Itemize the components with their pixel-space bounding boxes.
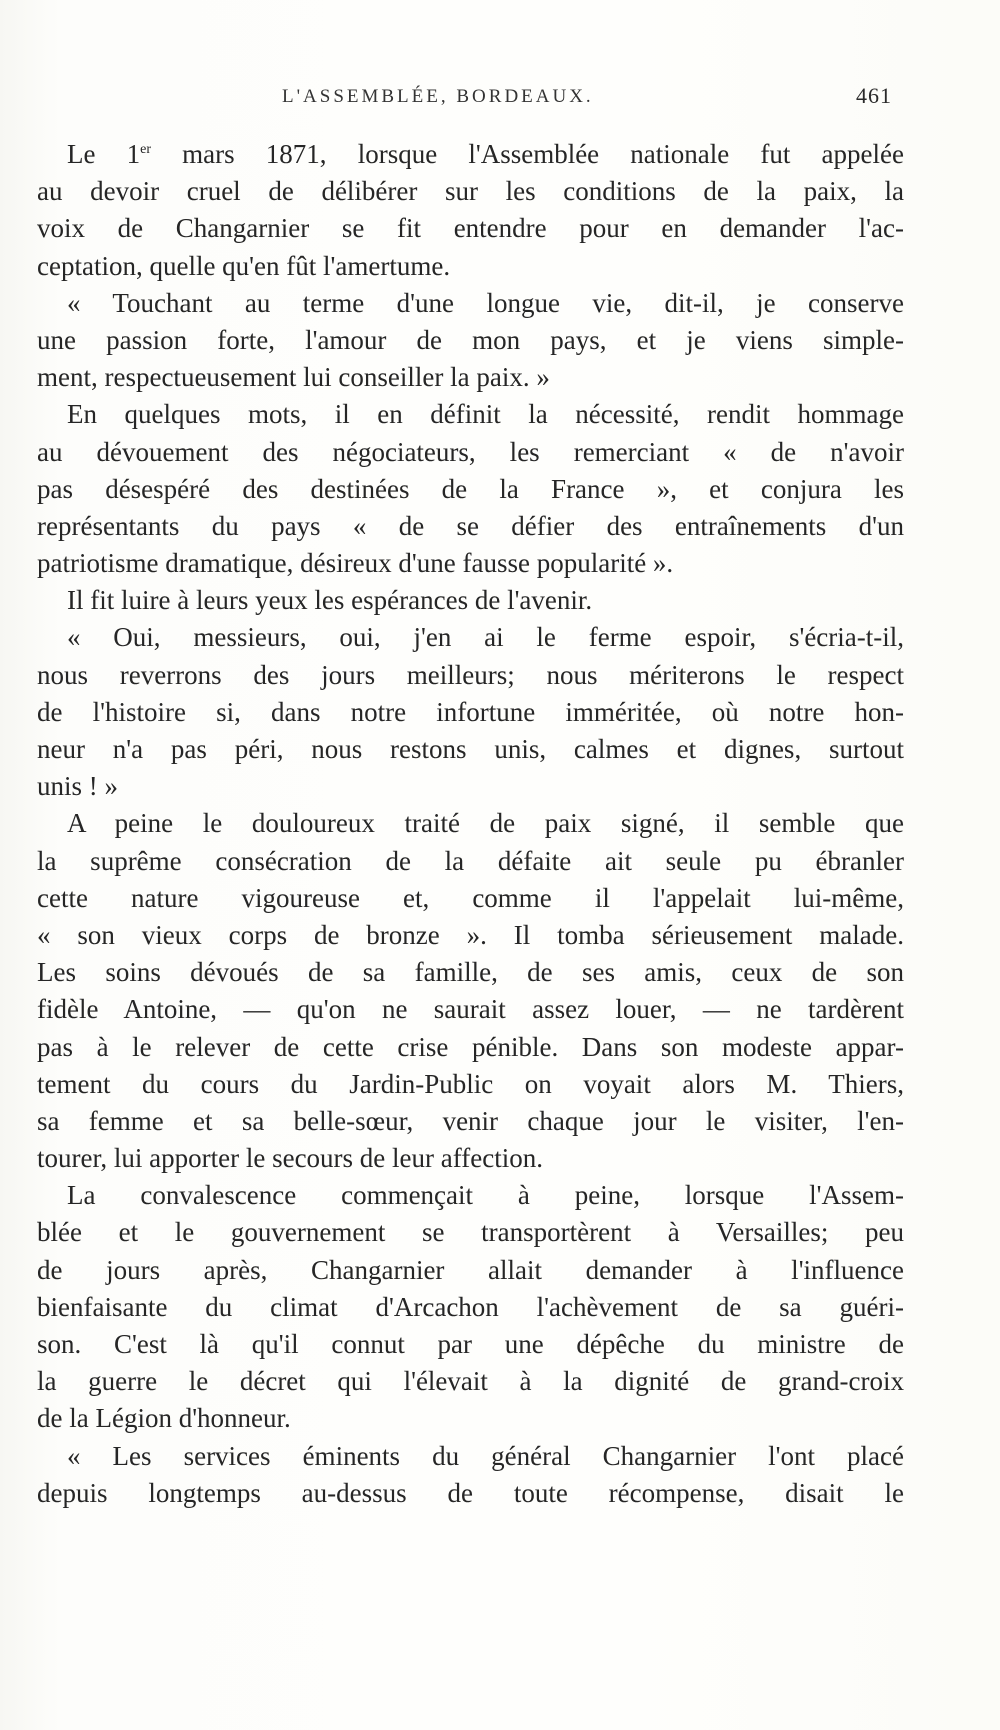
text-line: blée et le gouvernement se transportèrent à Versailles; peu [37, 1217, 904, 1248]
text-line: sa femme et sa belle-sœur, venir chaque jour le visiter, l'en- [37, 1105, 904, 1136]
text-line: fidèle Antoine, — qu'on ne saurait assez louer, — ne tardèrent [37, 994, 904, 1025]
text-line: Il fit luire à leurs yeux les espérances de l'avenir. [67, 585, 593, 616]
text-line: « son vieux corps de bronze ». Il tomba sérieusement malade. [37, 919, 904, 950]
text-line: La convalescence commençait à peine, lorsque l'Assem- [67, 1180, 904, 1211]
text-line: A peine le douloureux traité de paix signé, il semble que [67, 808, 904, 839]
text-line: « Touchant au terme d'une longue vie, dit-il, je conserve [67, 287, 904, 318]
text-line: pas à le relever de cette crise pénible. Dans son modeste appar- [37, 1031, 904, 1062]
text-line: nous reverrons des jours meilleurs; nous mériterons le respect [37, 659, 904, 690]
text-line: au devoir cruel de délibérer sur les conditions de la paix, la [37, 176, 904, 207]
body-text [37, 136, 904, 1512]
text-line: représentants du pays « de se défier des entraînements d'un [37, 510, 904, 541]
text-line: au dévouement des négociateurs, les remerciant « de n'avoir [37, 436, 904, 467]
ordinal-superscript: er [140, 142, 152, 157]
text-line: Les soins dévoués de sa famille, de ses amis, ceux de son [37, 957, 904, 988]
running-head-title: L'ASSEMBLÉE, BORDEAUX. [282, 86, 594, 107]
text-line: voix de Changarnier se fit entendre pour en demander l'ac- [37, 213, 904, 244]
text-line: neur n'a pas péri, nous restons unis, calmes et dignes, surtout [37, 734, 904, 764]
text-line: ment, respectueusement lui conseiller la paix. » [37, 362, 550, 393]
text-line: cette nature vigoureuse et, comme il l'appelait lui-même, [37, 882, 904, 913]
text-line: une passion forte, l'amour de mon pays, et je viens simple- [37, 324, 904, 355]
text-line: « Les services éminents du général Changarnier l'ont placé [67, 1440, 904, 1471]
text-line: de l'histoire si, dans notre infortune imméritée, où notre hon- [37, 696, 904, 727]
text-line: unis ! » [37, 771, 118, 802]
text-line: patriotisme dramatique, désireux d'une fausse popularité ». [37, 548, 674, 579]
text-line: pas désespéré des destinées de la France », et conjura les [37, 473, 904, 504]
text-line: tement du cours du Jardin-Public on voyait alors M. Thiers, [37, 1068, 904, 1099]
text-line: tourer, lui apporter le secours de leur affection. [37, 1143, 543, 1174]
text-line: En quelques mots, il en définit la nécessité, rendit hommage [67, 399, 904, 430]
text-line: la guerre le décret qui l'élevait à la dignité de grand-croix [37, 1366, 904, 1397]
text-line: depuis longtemps au-dessus de toute récompense, disait le [37, 1477, 904, 1508]
text-line: de la Légion d'honneur. [37, 1403, 291, 1434]
text-line: Le 1er mars 1871, lorsque l'Assemblée nationale fut appelée [67, 139, 904, 169]
text-line: son. C'est là qu'il connut par une dépêche du ministre de [37, 1329, 904, 1359]
text-line: la suprême consécration de la défaite ait seule pu ébranler [37, 845, 904, 876]
text-line: « Oui, messieurs, oui, j'en ai le ferme espoir, s'écria-t-il, [67, 622, 904, 653]
page-number: 461 [856, 83, 892, 108]
date-prefix: Le 1 [67, 139, 141, 169]
text-line: bienfaisante du climat d'Arcachon l'achèvement de sa guéri- [37, 1291, 904, 1322]
text-line: de jours après, Changarnier allait demander à l'influence [37, 1254, 904, 1285]
text-line: ceptation, quelle qu'en fût l'amertume. [37, 250, 451, 281]
